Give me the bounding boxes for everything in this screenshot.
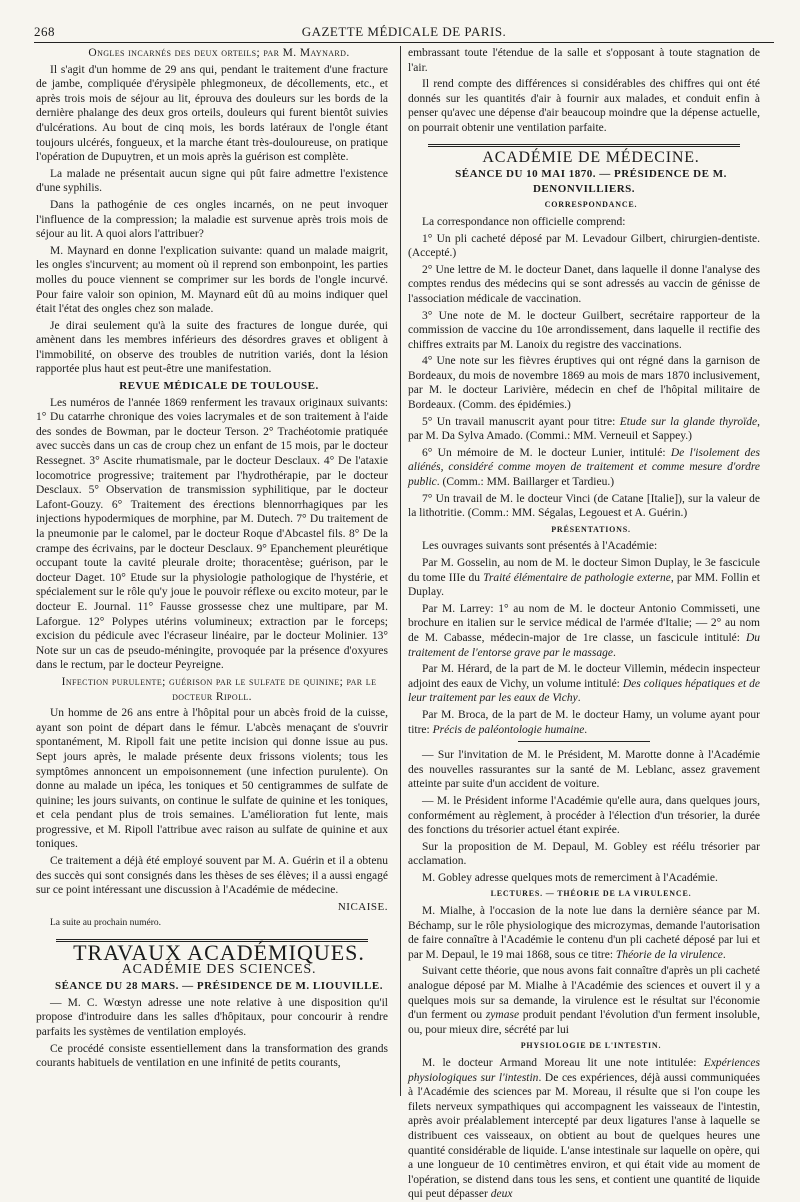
paragraph: Ce traitement a déjà été employé souvent par M. A. Guérin et il a obtenu des succès qui sont consignés dans les thèses de ses élèves; il a aussi engagé sur ce point intéressant une discussion à l'Académie de médecine. [36, 855, 388, 897]
text-run: produit pendant l'évolution d'un ferment insoluble, ou, pour mieux dire, sécrété par lui [408, 1009, 760, 1036]
paragraph: M. Gobley adresse quelques mots de remerciment à l'Académie. [422, 871, 718, 884]
text-run: M. Mialhe, à l'occasion de la note lue dans la dernière séance par M. Béchamp, sur le rôle physiologique des microzymas, demande l'autorisation de faire connaître à l'Académie le contenu d'un pli cacheté déposé par lui et par M. Depaul, le 19 mai 1868, sous ce titre: [408, 905, 760, 961]
seance-sciences: SÉANCE DU 28 MARS. — PRÉSIDENCE DE M. LIOUVILLE. [54, 980, 384, 993]
paragraph [408, 662, 760, 706]
text-run: , par MM. Follin et Duplay. [408, 571, 760, 599]
paragraph: Ce procédé consiste essentiellement dans la transformation des grands courants habituels de ventilation en une infinité de petits courants, [36, 1042, 388, 1070]
paragraph: Dans la pathogénie de ces ongles incarnés, on ne peut invoquer l'influence de la compression; la maladie est survenue après trois mois de séjour au lit. A quoi alors l'attribuer? [36, 198, 388, 241]
text-run: 5° Un travail manuscrit ayant pour titre: [422, 415, 620, 428]
paragraph: La malade ne présentait aucun signe qui pût faire admettre l'existence d'une syphilis. [36, 167, 388, 195]
paragraph: — Sur l'invitation de M. le Président, M. Marotte donne à l'Académie des nouvelles rassurantes sur la santé de M. Leblanc, assez gravement atteinte par suite d'un accident de voiture. [408, 749, 760, 791]
paragraph: Sur la proposition de M. Depaul, M. Gobley est réélu trésorier par acclamation. [408, 840, 760, 868]
text-run: M. le docteur Armand Moreau lit une note intitulée: [422, 1057, 704, 1069]
paragraph: Les numéros de l'année 1869 renferment les travaux originaux suivants: 1° Du catarrhe chronique des voies lacrymales et de son traitement à l'aide des sondes de Bowman, par le docteur Terson. 2° Trachéotomie pratiquée avec succès dans un cas de croup chez un enfant de 15 mois, par le docteur Ressegnet. 3° Ascite rhumatismale, par le docteur Desclaux. 4° De l'ataxie locomotrice progressive; traitement par l'hydrothérapie, par le docteur Desclaux. 5° Observation de transmission syphilitique, par le docteur Lafont-Gouzy. 6° Traitement des érections blennorrhagiques par les injections hypodermiques de morphine, par M. Dutech. 7° Du traitement de la pneumonie par le calomel, par le docteur Roque d'Abcastel fils. 8° De la crampe des écrivains, par le docteur Desclaux. 9° Epanchement pleurétique occupant toute la cavité pleurale droite; thoracentèse; guérison, par le docteur Daget. 10° Etude sur la physiologie pathologique de l'hystérie, et spécialement sur le rôle qu'y joue le pouvoir réflexe ou excito moteur, par le docteur E. Journal. 11° Fausse grossesse chez une multipare, par M. Laforgue. 12° Polypes utérins volumineux; extraction par le forceps; excision du pédicule avec l'écraseur linéaire, par le docteur Molinier. 13° Note sur un cas de pseudo-méningite, provoquée par la présence d'oxyures dans le rectum, par le docteur Peyreigne. [36, 396, 388, 672]
heading-academie-sciences: ACADÉMIE DES SCIENCES. [121, 961, 317, 977]
heading-travaux: TRAVAUX ACADÉMIQUES. [73, 940, 365, 966]
paragraph: Un homme de 26 ans entre à l'hôpital pour un abcès froid de la cuisse, ayant son point de départ dans le fémur. L'abcès menaçant de s'ouvrir spontanément, M. Ripoll fait une petite incision qui donne issue au pus. Sept jours après, le malade présente deux frissons violents; tous les symptômes annoncent un empoisonnement (une infection purulente). On donne au malade un ipéca, les toniques et 50 centigrammes de sulfate de quinine; les jours suivants, on continue le sulfate de quinine et les toniques, et cela pendant plus de trois semaines. L'amélioration fut lente, mais progressive, et M. Ripoll l'attribue avec raison au sulfate de quinine et aux toniques. [36, 707, 388, 851]
text-run: . [612, 646, 616, 659]
work-title: Du traitement de l'entorse grave par le massage [408, 631, 760, 659]
left-column [36, 46, 388, 1096]
paragraph [408, 415, 760, 444]
page-number: 268 [34, 24, 55, 39]
work-title: Précis de paléontologie humaine [432, 723, 585, 736]
work-title: Etude sur la glande thyroïde [619, 415, 758, 428]
text-run: deux [490, 1188, 513, 1201]
paragraph: — M. le Président informe l'Académie qu'elle aura, dans quelques jours, conformément au règlement, à procéder à l'élection d'un trésorier, la durée des fonctions du trésorier actuel étant expirée. [408, 794, 760, 837]
paragraph: 2° Une lettre de M. le docteur Danet, dans laquelle il donne l'analyse des comptes rendus des médecins qui se sont adressés au vaccin de génisse de l'association médicale de vaccination. [408, 263, 760, 305]
text-run: Par M. Gosselin, au nom de M. le docteur Simon Duplay, le 3e fascicule du tome IIIe du [408, 557, 760, 584]
paragraph: Les ouvrages suivants sont présentés à l'Académie: [422, 540, 658, 553]
text-run: . [722, 948, 726, 961]
journal-title: GAZETTE MÉDICALE DE PARIS. [301, 24, 507, 39]
text-run: Par M. Broca, de la part de M. le docteur Hamy, un volume ayant pour titre: [408, 708, 760, 736]
paragraph [408, 1056, 760, 1202]
text-run: . [584, 723, 588, 736]
paragraph [408, 556, 760, 600]
subheading-physiologie: PHYSIOLOGIE DE L'INTESTIN. [520, 1041, 662, 1051]
text-run: . [577, 692, 581, 705]
section-divider [428, 144, 740, 147]
paragraph [408, 602, 760, 660]
subheading-correspondance: CORRESPONDANCE. [544, 200, 638, 210]
paragraph: embrassant toute l'étendue de la salle et s'opposant à toute stagnation de l'air. [408, 47, 760, 74]
work-title: Des coliques hépatiques et de leur traitement par les eaux de Vichy [408, 677, 761, 705]
text-run: . De ces expériences, déjà aussi communiquées à l'Académie des sciences par M. Moreau, il résulte que si l'on coupe les filets nerveux sympathiques qui accompagnent les vaisseaux de l'intestin, après avoir préalablement intercepté par deux ligatures l'anse à laquelle se distribuent ces vaisseaux, on obtient au bout de quelques heures une quantité considérable de liquide. L'anse intestinale sur laquelle on opère, qui a une longueur de 10 centimètres environ, et qui était vide au moment de l'opération, se distend dans tous les sens, et contient une quantité de liquide qui peut dépasser [408, 1071, 760, 1201]
work-title: Expériences physiologiques sur l'intestin [408, 1057, 760, 1084]
author-signature: NICAISE. [337, 900, 388, 913]
paragraph: 7° Un travail de M. le docteur Vinci (de Catane [Italie]), sur la valeur de la lithotritie. (Comm.: MM. Ségalas, Legouest et A. Guérin.) [408, 492, 760, 520]
paragraph: 3° Une note de M. le docteur Guilbert, secrétaire rapporteur de la commission de vaccine du 10e arrondissement, dans laquelle il rectifie des chiffres extraits par M. Lanoix du registre des vaccinations. [408, 309, 760, 351]
continued-note: La suite au prochain numéro. [50, 918, 162, 929]
paragraph [408, 964, 760, 1037]
text-run: Par M. Larrey: 1° au nom de M. le docteur Antonio Commisseti, une brochure en italien sur le service médical de l'armée d'Italie; — 2° au nom de M. Cabasse, médecin-major de 1re classe, un fascicule intitulé: [408, 602, 760, 644]
section-title-infection: Infection purulente; guérison par le sulfate de quinine; par le docteur Ripoll. [61, 675, 377, 703]
work-title: Traité élémentaire de pathologie externe [483, 571, 671, 584]
seance-medecine: SÉANCE DU 10 MAI 1870. — PRÉSIDENCE DE M. DENONVILLIERS. [455, 168, 727, 195]
paragraph: — M. C. Wœstyn adresse une note relative à une disposition qu'il propose d'introduire dans les salles d'hôpitaux, pour concourir à rendre parfaits les systèmes de ventilation employés. [36, 996, 388, 1038]
heading-academie-medecine: ACADÉMIE DE MÉDECINE. [482, 148, 700, 166]
paragraph: 1° Un pli cacheté déposé par M. Levadour Gilbert, chirurgien-dentiste. (Accepté.) [408, 232, 760, 260]
right-column [408, 46, 761, 1201]
text-run: . (Comm.: MM. Baillarger et Tardieu.) [436, 476, 615, 489]
subheading-presentations: PRÉSENTATIONS. [551, 524, 631, 534]
paragraph: La correspondance non officielle comprend: [422, 215, 626, 228]
section-title-revue: REVUE MÉDICALE DE TOULOUSE. [119, 380, 319, 393]
text-run: Par M. Hérard, de la part de M. le docteur Villemin, médecin inspecteur adjoint des eaux de Vichy, un volume intitulé: [408, 663, 760, 690]
page-header [34, 22, 774, 43]
column-rule [400, 46, 401, 1096]
term: zymase [485, 1009, 520, 1022]
paragraph: M. Maynard en donne l'explication suivante: quand un malade maigrit, les ongles s'incurvent; au moment où il reprend son embonpoint, les parties molles du pouce viennent se comprimer sur les bords de l'ongle incurvé. Pour faire valoir son opinion, M. Maynard eût dû au moins indiquer quel était l'état des ongles chez son malade. [36, 244, 388, 316]
subheading-lectures: LECTURES. — THÉORIE DE LA VIRULENCE. [490, 889, 692, 899]
divider [518, 741, 650, 742]
paragraph: Il rend compte des différences si considérables des chiffres qui ont été donnés sur les quantités d'air à fournir aux malades, et conduit enfin à penser qu'avec une dépense d'air beaucoup moindre que la dépense actuelle, on pourrait obtenir une ventilation parfaite. [408, 78, 760, 134]
paragraph: Il s'agit d'un homme de 29 ans qui, pendant le traitement d'une fracture de jambe, compliquée d'érysipèle phlegmoneux, de décollements, etc., et après trois mois de séjour au lit, éprouva des douleurs sur les bords de la dernière phalange des deux gros orteils, douleurs qui furent bientôt suivies d'ulcérations. Au bout de cinq mois, les bords latéraux de l'ongle étant toujours ulcérés, fongueux, et la marche étant très-douloureuse, on pratique l'opération de Dupuytren, et un mois après la guérison est complète. [36, 63, 388, 164]
text-run: 6° Un mémoire de M. le docteur Lunier, intitulé: [422, 446, 671, 459]
paragraph [408, 446, 760, 490]
paragraph: 4° Une note sur les fièvres éruptives qui ont régné dans la garnison de Bordeaux, du mois de novembre 1869 au mois de mars 1870 inclusivement, par M. le docteur Larivière, médecin en chef de l'hôpital militaire de Bordeaux. (Comm. des épidémies.) [408, 355, 760, 412]
text-run: , par M. Da Sylva Amado. (Commi.: MM. Verneuil et Sappey.) [408, 415, 761, 443]
paragraph [408, 904, 760, 962]
paragraph [408, 708, 760, 737]
paragraph: Je dirai seulement qu'à la suite des fractures de longue durée, qui amènent dans les membres inférieurs des désordres graves et obligent à l'immobilité, on observe des troubles de nutrition variés, dont la lésion rapportée plus haut est peut-être une manifestation. [36, 319, 388, 376]
text-run: Suivant cette théorie, que nous avons fait connaître d'après un pli cacheté analogue déposé par M. Mialhe à l'Académie des sciences et ouvert il y a quelques mois sur sa demande, la virulence est le résultat sur l'économie d'un ferment ou [408, 965, 760, 1022]
work-title: De l'isolement des aliénés, considéré comme moyen de traitement et comme mesure d'ordre public [408, 446, 761, 489]
section-title-ongles: Ongles incarnés des deux orteils; par M. Maynard. [88, 47, 350, 59]
work-title: Théorie de la virulence [615, 948, 723, 961]
